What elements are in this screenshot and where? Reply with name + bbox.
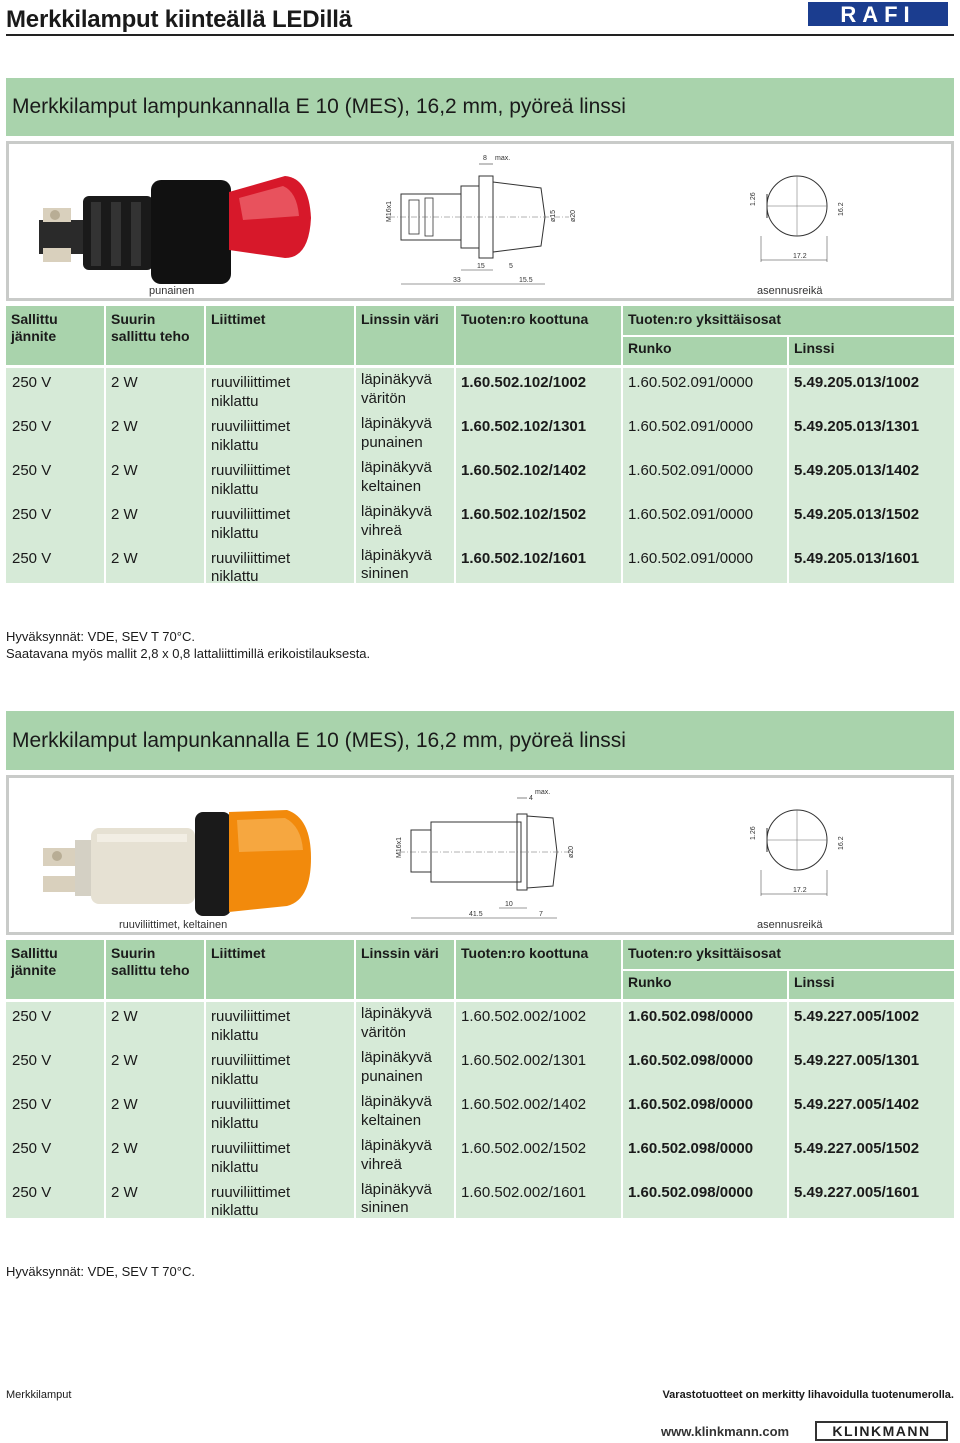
table2-body: [6, 1002, 954, 1218]
svg-text:ø20: ø20: [570, 209, 577, 222]
th-terminals: Liittimet: [211, 945, 266, 961]
th-lens-color: Linssin väri: [361, 945, 439, 961]
rafi-logo: [808, 2, 948, 26]
svg-text:10: 10: [505, 901, 513, 908]
section1-image-panel: [6, 141, 954, 301]
page-title: Merkkilamput kiinteällä LEDillä: [6, 6, 352, 33]
approvals-note-2: Hyväksynnät: VDE, SEV T 70°C.: [6, 1264, 195, 1279]
table1-header: [6, 306, 954, 365]
table-row: 250 V 2 W ruuviliittimet niklattu läpinäkyvä sininen 1.60.502.102/1601 1.60.502.091/0000 5.49.205.013/1601: [12, 547, 920, 585]
svg-text:15.5: 15.5: [519, 277, 533, 284]
table-row: 250 V 2 W ruuviliittimet niklattu läpinäkyvä punainen 1.60.502.102/1301 1.60.502.091/0000 5.49.205.013/1301: [12, 415, 920, 454]
section2-title: Merkkilamput lampunkannalla E 10 (MES), 16,2 mm, pyöreä linssi: [12, 729, 626, 752]
svg-text:RAFI: RAFI: [840, 2, 916, 26]
svg-text:16.2: 16.2: [838, 202, 845, 216]
th-power: Suurin sallittu teho: [111, 945, 190, 978]
table-row: 250 V 2 W ruuviliittimet niklattu läpinäkyvä keltainen 1.60.502.002/1402 1.60.502.098/0000 5.49.227.005/1402: [12, 1093, 920, 1132]
footer-stock-note: Varastotuotteet on merkitty lihavoidulla tuotenumerolla.: [662, 1389, 954, 1401]
section2-band: [6, 711, 954, 770]
th-assembled: Tuoten:ro koottuna: [461, 311, 589, 327]
section2-image-panel: [6, 775, 954, 935]
section1-title: Merkkilamput lampunkannalla E 10 (MES), 16,2 mm, pyöreä linssi: [12, 95, 626, 118]
section2-caption-right: asennusreikä: [757, 919, 823, 931]
svg-text:33: 33: [453, 277, 461, 284]
table-row: 250 V 2 W ruuviliittimet niklattu läpinäkyvä väritön 1.60.502.002/1002 1.60.502.098/0000 5.49.227.005/1002: [12, 1005, 920, 1044]
svg-text:max.: max.: [535, 789, 551, 796]
svg-text:16.2: 16.2: [838, 836, 845, 850]
svg-text:8: 8: [483, 155, 487, 162]
klinkmann-logo: KLINKMANN: [815, 1421, 948, 1441]
section2-drawing: [389, 786, 589, 928]
svg-text:1.26: 1.26: [750, 826, 757, 840]
svg-text:5: 5: [509, 263, 513, 270]
svg-text:ø15: ø15: [550, 209, 557, 222]
header-rule: [6, 34, 954, 36]
red-lamp-photo: [33, 158, 323, 284]
th-body: Runko: [628, 340, 672, 356]
section2-caption-left: ruuviliittimet, keltainen: [119, 919, 228, 931]
th-assembled: Tuoten:ro koottuna: [461, 945, 589, 961]
section1-band: [6, 78, 954, 136]
svg-text:4: 4: [529, 795, 533, 802]
table-row: 250 V 2 W ruuviliittimet niklattu läpinäkyvä keltainen 1.60.502.102/1402 1.60.502.091/0000 5.49.205.013/1402: [12, 459, 920, 498]
svg-text:max.: max.: [495, 155, 511, 162]
th-lens-color: Linssin väri: [361, 311, 439, 327]
table2-header: [6, 940, 954, 999]
th-voltage: Sallittu jännite: [11, 945, 58, 978]
table-row: 250 V 2 W ruuviliittimet niklattu läpinäkyvä sininen 1.60.502.002/1601 1.60.502.098/0000 5.49.227.005/1601: [12, 1181, 920, 1219]
footer-url-link[interactable]: www.klinkmann.com: [661, 1424, 790, 1439]
th-parts: Tuoten:ro yksittäisosat: [628, 945, 781, 961]
approvals-note-1: Hyväksynnät: VDE, SEV T 70°C.: [6, 629, 195, 644]
th-lens: Linssi: [794, 974, 835, 990]
table-row: 250 V 2 W ruuviliittimet niklattu läpinäkyvä punainen 1.60.502.002/1301 1.60.502.098/0000 5.49.227.005/1301: [12, 1049, 920, 1088]
th-terminals: Liittimet: [211, 311, 266, 327]
svg-text:17.2: 17.2: [793, 253, 807, 260]
footer-section-name: Merkkilamput: [6, 1389, 72, 1401]
section1-hole-drawing: [741, 166, 853, 266]
th-voltage: Sallittu jännite: [11, 311, 58, 344]
section1-caption-left: punainen: [149, 285, 195, 297]
svg-text:15: 15: [477, 263, 485, 270]
orange-lamp-photo: [33, 792, 323, 918]
section1-drawing: [379, 152, 589, 294]
th-power: Suurin sallittu teho: [111, 311, 190, 344]
svg-text:41.5: 41.5: [469, 911, 483, 918]
th-lens: Linssi: [794, 340, 835, 356]
table-row: 250 V 2 W ruuviliittimet niklattu läpinäkyvä väritön 1.60.502.102/1002 1.60.502.091/0000 5.49.205.013/1002: [12, 371, 920, 410]
section1-caption-right: asennusreikä: [757, 285, 823, 297]
table1-body: [6, 368, 954, 583]
availability-note: Saatavana myös mallit 2,8 x 0,8 lattaliittimillä erikoistilauksesta.: [6, 646, 371, 661]
svg-text:M16x1: M16x1: [386, 200, 393, 222]
svg-text:1.26: 1.26: [750, 192, 757, 206]
table-row: 250 V 2 W ruuviliittimet niklattu läpinäkyvä vihreä 1.60.502.102/1502 1.60.502.091/0000 5.49.205.013/1502: [12, 503, 920, 542]
svg-text:ø20: ø20: [568, 845, 575, 858]
th-body: Runko: [628, 974, 672, 990]
section2-hole-drawing: [741, 800, 853, 900]
svg-text:M16x1: M16x1: [396, 836, 403, 858]
table-row: 250 V 2 W ruuviliittimet niklattu läpinäkyvä vihreä 1.60.502.002/1502 1.60.502.098/0000 5.49.227.005/1502: [12, 1137, 920, 1176]
th-parts: Tuoten:ro yksittäisosat: [628, 311, 781, 327]
svg-text:7: 7: [539, 911, 543, 918]
svg-text:17.2: 17.2: [793, 887, 807, 894]
